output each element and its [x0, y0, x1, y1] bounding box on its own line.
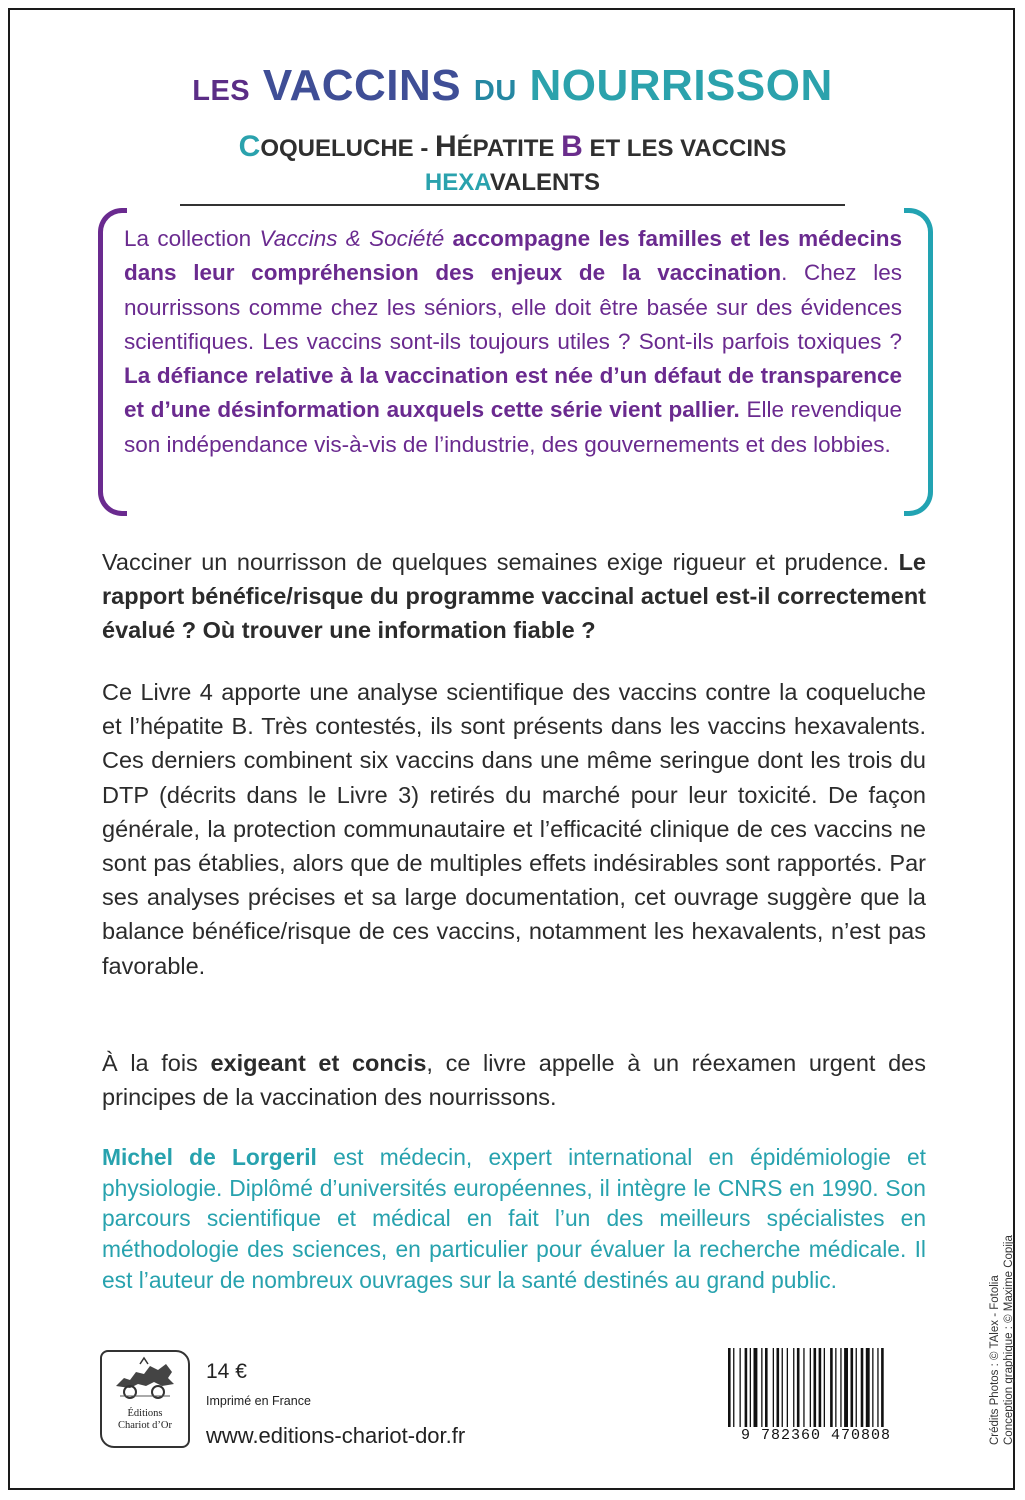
author-name: Michel de Lorgeril: [102, 1144, 317, 1170]
barcode-bar: [733, 1348, 734, 1428]
intro-text-1: La collection: [124, 226, 260, 251]
paragraph-analysis: Ce Livre 4 apporte une analyse scientifique des vaccins contre la coqueluche et l’hépatite B. Très contestés, ils sont présents dans les vaccins hexavalents. Ces derniers combinent six vaccins dans une même seringue dont les trois du DTP (décrits dans le Livre 3) retirés du marché pour leur toxicité. De façon générale, la protection communautaire et l’efficacité clinique de ces vaccins ne sont pas établies, alors que de multiples effets indésirables sont rapportés. Par ses analyses précises et sa large documentation, cet ouvrage suggère que la balance bénéfice/risque de ces vaccins, notamment les hexavalents, n’est pas favorable.: [102, 679, 926, 979]
book-subtitle: [180, 130, 845, 206]
publisher-name-line2: Chariot d’Or: [118, 1420, 172, 1431]
barcode-bar: [761, 1348, 762, 1428]
barcode-bar: [765, 1348, 768, 1428]
credits-photos: Crédits Photos : © TAlex - Fotolia: [989, 1275, 1001, 1445]
title-word-vaccins: VACCINS: [262, 61, 462, 110]
subtitle-epatite: ÉPATITE: [456, 135, 562, 162]
subtitle-hexa: HEXA: [424, 169, 490, 196]
subtitle-valents: VALENTS: [489, 169, 601, 196]
collection-intro: [124, 222, 902, 462]
barcode-bar: [782, 1348, 783, 1428]
barcode-bar: [851, 1348, 854, 1428]
barcode-bar: [793, 1348, 794, 1428]
intro-text-4: Elle revendique son indépendance vis-à-vis de l’industrie, des gouvernements et des lobbies.: [124, 397, 903, 457]
publisher-logo: [100, 1350, 190, 1448]
barcode-bar: [824, 1348, 825, 1428]
barcode-bar: [877, 1348, 878, 1428]
barcode-bar: [810, 1348, 811, 1428]
title-word-du: DU: [473, 75, 517, 107]
barcode-bar: [754, 1348, 758, 1428]
barcode-bar: [819, 1348, 822, 1428]
intro-bracket-right: [904, 208, 933, 516]
price: 14 €: [206, 1360, 247, 1383]
para3-text-2: , ce livre appelle à un réexamen urgent des principes de la vaccination des nourrissons.: [102, 1050, 926, 1111]
isbn-number: 9 782360 470808: [716, 1427, 916, 1444]
barcode-bar: [750, 1348, 751, 1428]
subtitle-mid: ET LES VACCINS: [582, 135, 787, 162]
barcode-bars: [716, 1348, 916, 1430]
barcode-bar: [861, 1348, 864, 1428]
subtitle-cap-b: B: [561, 130, 583, 163]
paragraph-question: [102, 545, 926, 648]
barcode-bar: [830, 1348, 833, 1428]
author-bio: [102, 1142, 926, 1296]
publisher-name-line1: Éditions: [127, 1408, 163, 1419]
intro-bracket-left: [98, 208, 127, 516]
barcode-bar: [740, 1348, 741, 1428]
barcode-bar: [728, 1348, 731, 1428]
barcode-bar: [844, 1348, 848, 1428]
title-word-nourrisson: NOURRISSON: [529, 61, 833, 110]
intro-text-3: . Chez les nourrissons comme chez les séniors, elle doit être basée sur des évidences scientifiques. Les vaccins sont-ils toujours utiles ? Sont-ils parfois toxiques ?: [124, 260, 902, 354]
barcode-bar: [773, 1348, 774, 1428]
isbn-barcode: [716, 1348, 916, 1448]
barcode-bar: [787, 1348, 788, 1428]
paragraph-conclusion: [102, 1046, 926, 1114]
barcode-bar: [866, 1348, 870, 1428]
subtitle-oqueluche: OQUELUCHE -: [260, 135, 435, 162]
barcode-bar: [777, 1348, 780, 1428]
printed-in: Imprimé en France: [206, 1394, 311, 1408]
barcode-bar: [856, 1348, 857, 1428]
subtitle-cap-c: C: [238, 130, 261, 163]
barcode-bar: [835, 1348, 836, 1428]
intro-text-2: [444, 226, 452, 251]
barcode-bar: [881, 1348, 884, 1428]
barcode-bar: [840, 1348, 841, 1428]
barcode-bar: [797, 1348, 800, 1428]
para3-bold: exigeant et concis: [210, 1050, 427, 1076]
publisher-website-link[interactable]: www.editions-chariot-dor.fr: [206, 1423, 466, 1448]
author-bio-text: est médecin, expert international en épidémiologie et physiologie. Diplômé d’universités européennes, il intègre le CNRS en 1990. Son parcours scientifique et médical en fait l’un des meilleurs spécialistes en méthodologie des sciences, en particulier pour évaluer la recherche médicale. Il est l’auteur de nombreux ouvrages sur la santé destinés au grand public.: [102, 1144, 927, 1293]
intro-bold-2: La défiance relative à la vaccination est née d’un défaut de transparence et d’une désinformation auxquels cette série vient pallier.: [124, 363, 902, 423]
barcode-bar: [872, 1348, 873, 1428]
para1-text: Vacciner un nourrisson de quelques semaines exige rigueur et prudence.: [102, 549, 899, 575]
credits-design: Conception graphique : © Maxime Copija: [1003, 1235, 1015, 1445]
chariot-icon: [110, 1356, 180, 1404]
barcode-bar: [745, 1348, 748, 1428]
image-credits: [988, 1235, 1016, 1445]
collection-name: Vaccins & Société: [259, 226, 445, 251]
publisher-name: [102, 1408, 188, 1432]
barcode-bar: [803, 1348, 804, 1428]
intro-bold-1: accompagne les familles et les médecins dans leur compréhension des enjeux de la vaccination: [124, 226, 902, 286]
para1-bold: Le rapport bénéfice/risque du programme vaccinal actuel est-il correctement évalué ? Où trouver une information fiable ?: [102, 549, 926, 644]
title-word-les: LES: [192, 75, 251, 107]
para3-text-1: À la fois: [102, 1050, 211, 1076]
book-title: [0, 60, 1025, 117]
subtitle-cap-h: H: [434, 130, 457, 163]
barcode-bar: [814, 1348, 817, 1428]
